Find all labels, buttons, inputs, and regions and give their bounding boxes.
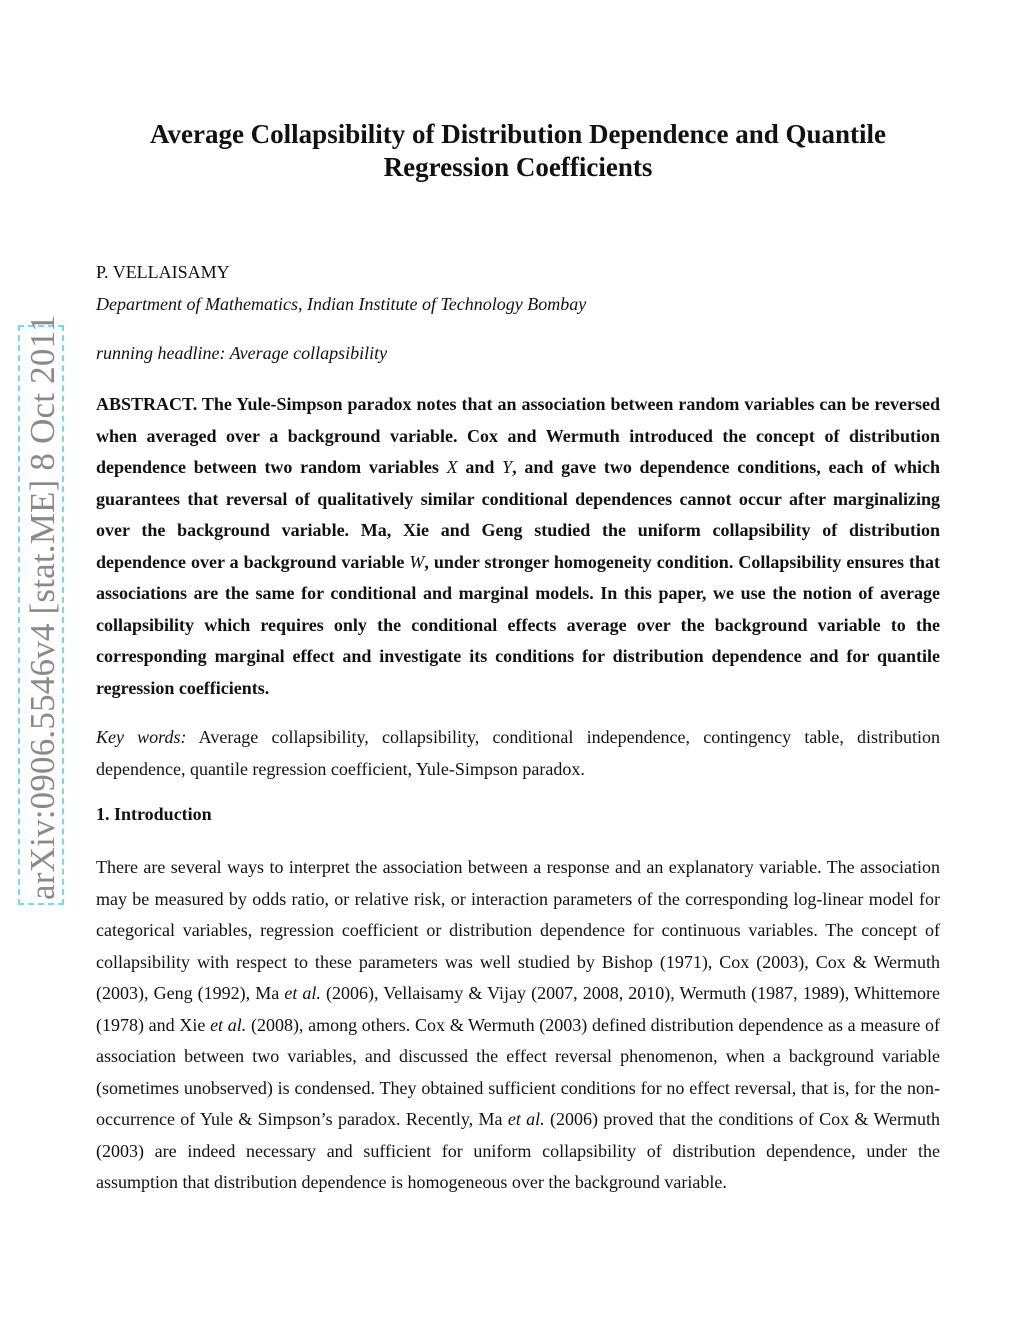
paper-title: Average Collapsibility of Distribution Dependence and Quantile Regression Coefficients	[149, 119, 887, 182]
abstract	[96, 389, 940, 704]
abstract-text-4: , under stronger homogeneity condition. Collapsibility ensures that associations are the same for conditional and marginal models. In this paper, we use the notion of average collapsibility which requires only the conditional effects average over the background variable to the corresponding marginal effect and investigate its conditions for distribution dependence and for quantile regression coefficients.	[96, 551, 941, 698]
intro-text-1: There are several ways to interpret the association between a response and an explanatory variable. The association may be measured by odds ratio, or relative risk, or interaction parameters of the corresponding log-linear model for categorical variables, regression coefficient or distribution dependence for continuous variables. The concept of collapsibility with respect to these parameters was well studied by Bishop (1971), Cox (2003), Cox & Wermuth (2003), Geng (1992), Ma	[96, 857, 940, 1003]
abstract-text-3: , and gave two dependence conditions, each of which guarantees that reversal of qualitatively similar conditional dependences cannot occur after marginalizing over the background variable. Ma, Xie and Geng studied the uniform collapsibility of distribution dependence over a background variable	[96, 457, 940, 572]
abstract-text-1: ABSTRACT. The Yule-Simpson paradox notes that an association between random variables can be reversed when averaged over a background variable. Cox and Wermuth introduced the concept of distribution dependence between two random variables	[96, 394, 940, 477]
running-headline: running headline: Average collapsibility	[96, 343, 388, 363]
keywords-label: Key words:	[96, 727, 187, 747]
intro-text-4: (2006) proved that the conditions of Cox & Wermuth (2003) are indeed necessary and sufficient for uniform collapsibility of distribution dependence, under the assumption that distribution dependence is homogeneous over the background variable.	[96, 1109, 940, 1192]
et-al-3: et al.	[507, 1109, 545, 1129]
keywords-text: Average collapsibility, collapsibility, conditional independence, contingency table, distribution dependence, quantile regression coefficient, Yule-Simpson paradox.	[96, 727, 940, 779]
arxiv-identifier: arXiv:0906.5546v4 [stat.ME] 8 Oct 2011	[23, 314, 62, 900]
variable-x: X	[446, 457, 458, 477]
variable-y: Y	[502, 457, 513, 477]
et-al-1: et al.	[284, 983, 321, 1003]
intro-text-3: (2008), among others. Cox & Wermuth (2003) defined distribution dependence as a measure of association between two variables, and discussed the effect reversal phenomenon, when a background variable (sometimes unobserved) is condensed. They obtained sufficient conditions for no effect reversal, that is, for the non-occurrence of Yule & Simpson’s paradox. Recently, Ma	[96, 1014, 941, 1129]
introduction-paragraph	[96, 852, 940, 1199]
author-affiliation: Department of Mathematics, Indian Institute of Technology Bombay	[96, 294, 587, 314]
section-heading-introduction: 1. Introduction	[96, 804, 212, 824]
abstract-text-2: and	[457, 457, 503, 477]
author-name: P. VELLAISAMY	[96, 262, 230, 282]
variable-w: W	[409, 551, 425, 572]
intro-text-2: (2006), Vellaisamy & Vijay (2007, 2008, 2010), Wermuth (1987, 1989), Whittemore (1978) and Xie	[96, 983, 940, 1035]
keywords	[96, 722, 940, 785]
et-al-2: et al.	[210, 1014, 247, 1035]
